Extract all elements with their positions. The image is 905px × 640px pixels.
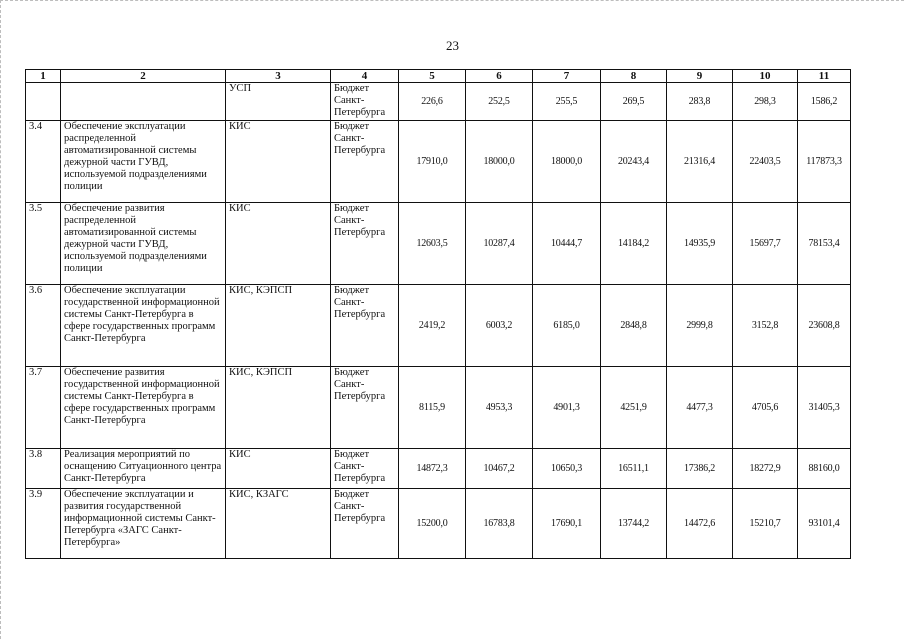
col-header: 2: [61, 70, 226, 83]
cell-value: 16783,8: [466, 489, 533, 559]
cell-value: 14872,3: [399, 449, 466, 489]
col-header: 7: [533, 70, 601, 83]
col-header: 8: [601, 70, 667, 83]
cell-value: 283,8: [667, 83, 733, 121]
cell-value: 1586,2: [798, 83, 851, 121]
cell-value: 14472,6: [667, 489, 733, 559]
table-row: [26, 367, 851, 449]
col-header: 5: [399, 70, 466, 83]
cell-value: 15210,7: [733, 489, 798, 559]
row-source: Бюджет Санкт-Петербурга: [331, 121, 399, 203]
cell-value: 14184,2: [601, 203, 667, 285]
cell-value: 6185,0: [533, 285, 601, 367]
cell-value: 17910,0: [399, 121, 466, 203]
row-name: Обеспечение эксплуатации распределенной автоматизированной системы дежурной части ГУВД, используемой подразделениями полиции: [61, 121, 226, 203]
cell-value: 21316,4: [667, 121, 733, 203]
row-executor: КИС: [226, 449, 331, 489]
cell-value: 22403,5: [733, 121, 798, 203]
cell-value: 23608,8: [798, 285, 851, 367]
cell-value: 255,5: [533, 83, 601, 121]
cell-value: 18272,9: [733, 449, 798, 489]
cell-value: 252,5: [466, 83, 533, 121]
table-row: [26, 489, 851, 559]
cell-value: 20243,4: [601, 121, 667, 203]
cell-value: 3152,8: [733, 285, 798, 367]
row-name: Реализация мероприятий по оснащению Ситуационного центра Санкт-Петербурга: [61, 449, 226, 489]
row-index: [26, 83, 61, 121]
cell-value: 2419,2: [399, 285, 466, 367]
row-executor: КИС, КЭПСП: [226, 367, 331, 449]
table-row: [26, 449, 851, 489]
cell-value: 269,5: [601, 83, 667, 121]
row-executor: КИС: [226, 203, 331, 285]
col-header: 9: [667, 70, 733, 83]
row-executor: КИС, КЭПСП: [226, 285, 331, 367]
col-header: 6: [466, 70, 533, 83]
col-header: 10: [733, 70, 798, 83]
row-name: Обеспечение эксплуатации и развития государственной информационной системы Санкт-Петербурга «ЗАГС Санкт-Петербурга»: [61, 489, 226, 559]
cell-value: 16511,1: [601, 449, 667, 489]
cell-value: 10467,2: [466, 449, 533, 489]
row-name: Обеспечение развития государственной информационной системы Санкт-Петербурга в сфере государственных программ Санкт-Петербурга: [61, 367, 226, 449]
cell-value: 4953,3: [466, 367, 533, 449]
row-source: Бюджет Санкт-Петербурга: [331, 203, 399, 285]
cell-value: 78153,4: [798, 203, 851, 285]
table-row: [26, 83, 851, 121]
row-source: Бюджет Санкт-Петербурга: [331, 83, 399, 121]
cell-value: 10444,7: [533, 203, 601, 285]
cell-value: 8115,9: [399, 367, 466, 449]
cell-value: 17690,1: [533, 489, 601, 559]
cell-value: 12603,5: [399, 203, 466, 285]
col-header: 1: [26, 70, 61, 83]
row-index: 3.6: [26, 285, 61, 367]
table-row: [26, 121, 851, 203]
cell-value: 117873,3: [798, 121, 851, 203]
header-row: [26, 70, 851, 83]
table-row: [26, 285, 851, 367]
cell-value: 4901,3: [533, 367, 601, 449]
row-source: Бюджет Санкт-Петербурга: [331, 285, 399, 367]
row-name: Обеспечение развития распределенной автоматизированной системы дежурной части ГУВД, используемой подразделениями полиции: [61, 203, 226, 285]
row-index: 3.5: [26, 203, 61, 285]
cell-value: 2999,8: [667, 285, 733, 367]
cell-value: 18000,0: [466, 121, 533, 203]
cell-value: 93101,4: [798, 489, 851, 559]
row-executor: УСП: [226, 83, 331, 121]
row-source: Бюджет Санкт-Петербурга: [331, 367, 399, 449]
row-name: Обеспечение эксплуатации государственной информационной системы Санкт-Петербурга в сфере государственных программ Санкт-Петербурга: [61, 285, 226, 367]
row-executor: КИС, КЗАГС: [226, 489, 331, 559]
row-index: 3.9: [26, 489, 61, 559]
cell-value: 15200,0: [399, 489, 466, 559]
cell-value: 4705,6: [733, 367, 798, 449]
cell-value: 298,3: [733, 83, 798, 121]
cell-value: 10287,4: [466, 203, 533, 285]
cell-value: 17386,2: [667, 449, 733, 489]
cell-value: 14935,9: [667, 203, 733, 285]
cell-value: 6003,2: [466, 285, 533, 367]
cell-value: 226,6: [399, 83, 466, 121]
cell-value: 18000,0: [533, 121, 601, 203]
cell-value: 31405,3: [798, 367, 851, 449]
cell-value: 88160,0: [798, 449, 851, 489]
col-header: 4: [331, 70, 399, 83]
row-source: Бюджет Санкт-Петербурга: [331, 489, 399, 559]
row-name: [61, 83, 226, 121]
table-row: [26, 203, 851, 285]
row-source: Бюджет Санкт-Петербурга: [331, 449, 399, 489]
row-index: 3.4: [26, 121, 61, 203]
col-header: 11: [798, 70, 851, 83]
cell-value: 10650,3: [533, 449, 601, 489]
cell-value: 15697,7: [733, 203, 798, 285]
row-executor: КИС: [226, 121, 331, 203]
cell-value: 4251,9: [601, 367, 667, 449]
cell-value: 2848,8: [601, 285, 667, 367]
row-index: 3.8: [26, 449, 61, 489]
page-number: 23: [446, 38, 459, 53]
col-header: 3: [226, 70, 331, 83]
budget-table: [25, 69, 851, 559]
row-index: 3.7: [26, 367, 61, 449]
cell-value: 4477,3: [667, 367, 733, 449]
cell-value: 13744,2: [601, 489, 667, 559]
